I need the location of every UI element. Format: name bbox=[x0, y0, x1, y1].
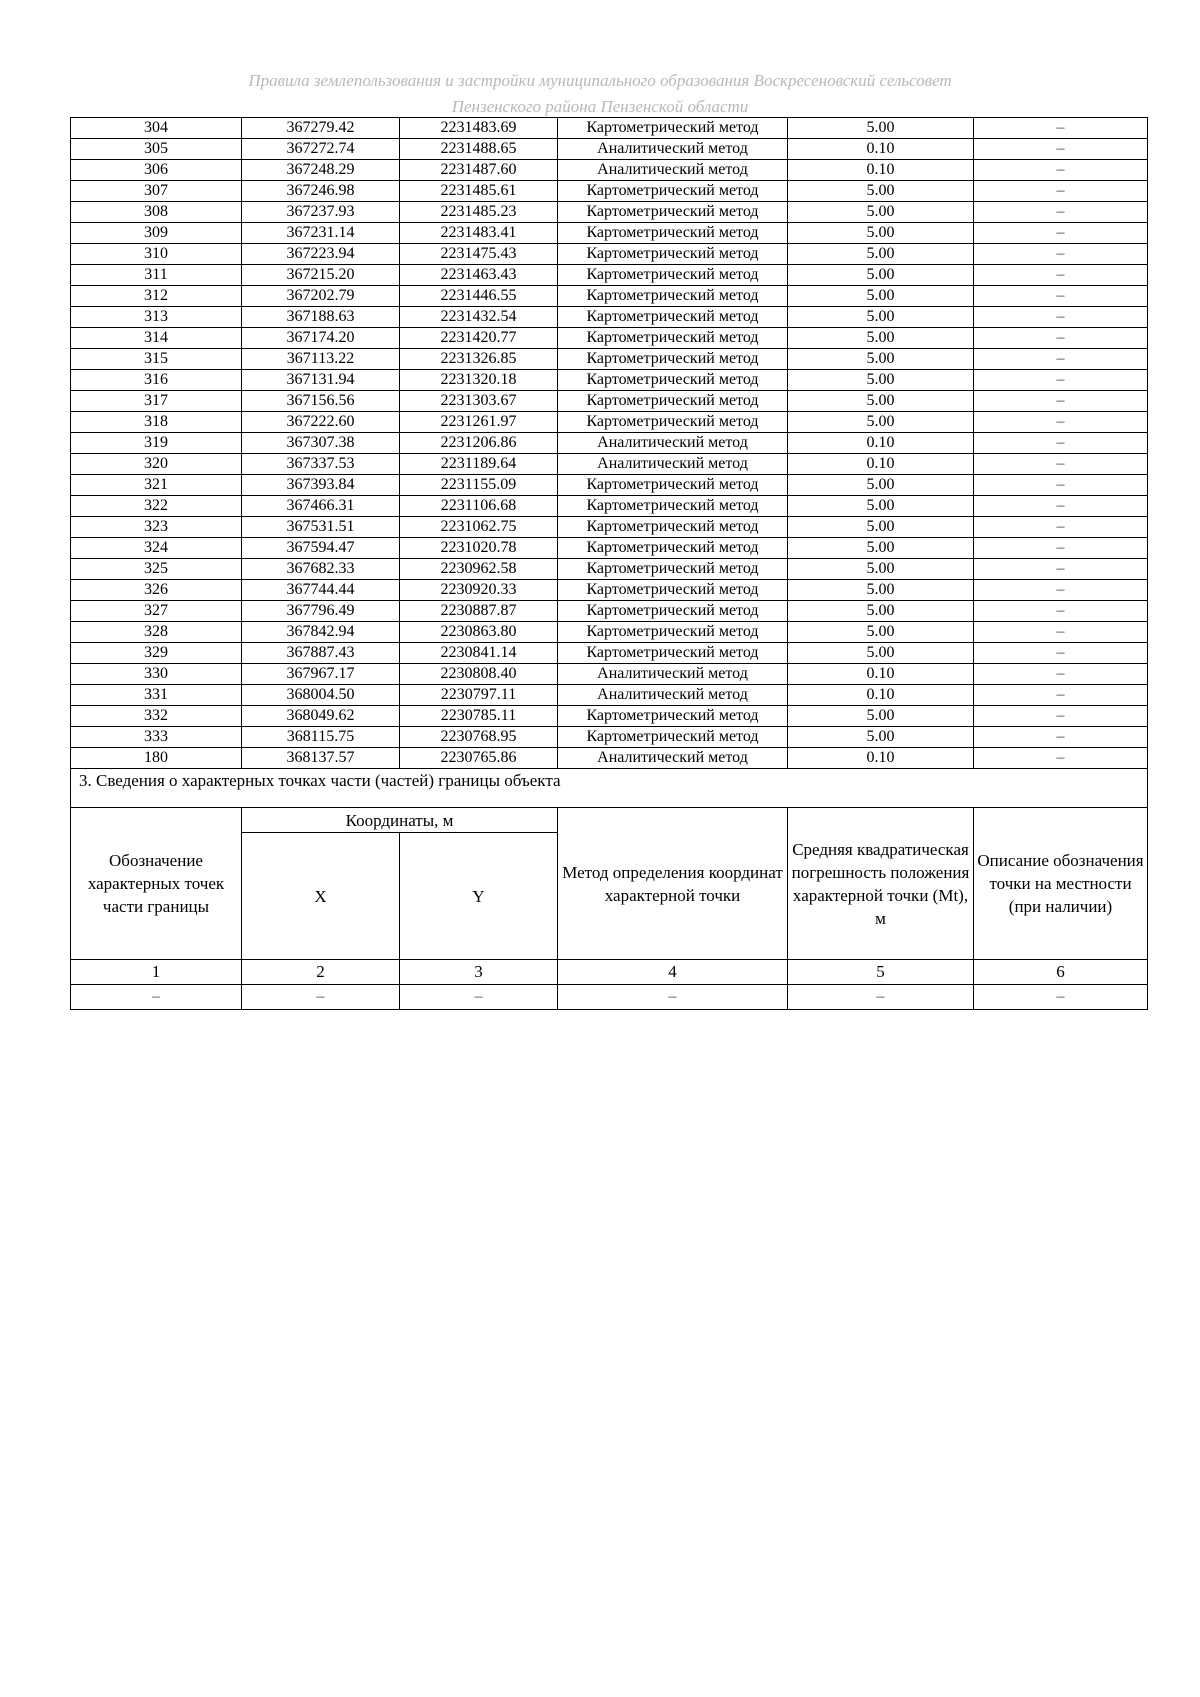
error-cell: 5.00 bbox=[788, 412, 974, 433]
point-id-cell: 329 bbox=[71, 643, 242, 664]
table-row bbox=[71, 622, 1148, 643]
point-id-cell: 312 bbox=[71, 286, 242, 307]
page-header bbox=[0, 68, 1200, 120]
x-coordinate-cell: 367131.94 bbox=[242, 370, 400, 391]
x-coordinate-cell: 368049.62 bbox=[242, 706, 400, 727]
table-row bbox=[71, 118, 1148, 139]
method-cell: Картометрический метод bbox=[558, 328, 788, 349]
description-cell: – bbox=[974, 643, 1148, 664]
point-id-cell: 332 bbox=[71, 706, 242, 727]
description-cell: – bbox=[974, 202, 1148, 223]
empty-cell: – bbox=[242, 985, 400, 1010]
method-cell: Аналитический метод bbox=[558, 685, 788, 706]
table-row bbox=[71, 706, 1148, 727]
description-cell: – bbox=[974, 580, 1148, 601]
point-id-cell: 310 bbox=[71, 244, 242, 265]
y-coordinate-cell: 2230841.14 bbox=[400, 643, 558, 664]
column-number: 6 bbox=[974, 960, 1148, 985]
method-cell: Аналитический метод bbox=[558, 139, 788, 160]
error-cell: 5.00 bbox=[788, 496, 974, 517]
y-coordinate-cell: 2230765.86 bbox=[400, 748, 558, 769]
empty-row bbox=[71, 985, 1148, 1010]
table-row bbox=[71, 265, 1148, 286]
point-id-cell: 319 bbox=[71, 433, 242, 454]
table-row bbox=[71, 307, 1148, 328]
y-coordinate-cell: 2231020.78 bbox=[400, 538, 558, 559]
description-cell: – bbox=[974, 265, 1148, 286]
table-row bbox=[71, 538, 1148, 559]
x-coordinate-cell: 367466.31 bbox=[242, 496, 400, 517]
method-cell: Картометрический метод bbox=[558, 727, 788, 748]
table-row bbox=[71, 286, 1148, 307]
error-cell: 5.00 bbox=[788, 118, 974, 139]
section-3 bbox=[71, 769, 1148, 1010]
x-coordinate-cell: 368115.75 bbox=[242, 727, 400, 748]
table-row bbox=[71, 748, 1148, 769]
y-coordinate-cell: 2231206.86 bbox=[400, 433, 558, 454]
error-cell: 5.00 bbox=[788, 517, 974, 538]
header-method: Метод определения координат характерной точки bbox=[558, 808, 788, 960]
description-cell: – bbox=[974, 370, 1148, 391]
error-cell: 5.00 bbox=[788, 727, 974, 748]
y-coordinate-cell: 2230920.33 bbox=[400, 580, 558, 601]
table-row bbox=[71, 475, 1148, 496]
x-coordinate-cell: 367202.79 bbox=[242, 286, 400, 307]
y-coordinate-cell: 2230962.58 bbox=[400, 559, 558, 580]
y-coordinate-cell: 2231488.65 bbox=[400, 139, 558, 160]
header-designation: Обозначение характерных точек части границы bbox=[71, 808, 242, 960]
header-x: X bbox=[242, 833, 400, 960]
description-cell: – bbox=[974, 118, 1148, 139]
y-coordinate-cell: 2231155.09 bbox=[400, 475, 558, 496]
method-cell: Аналитический метод bbox=[558, 160, 788, 181]
point-id-cell: 306 bbox=[71, 160, 242, 181]
empty-cell: – bbox=[788, 985, 974, 1010]
error-cell: 5.00 bbox=[788, 286, 974, 307]
method-cell: Картометрический метод bbox=[558, 538, 788, 559]
page-header-line-1: Правила землепользования и застройки муниципального образования Воскресеновский сельсовет bbox=[248, 71, 952, 90]
column-numbers-row bbox=[71, 960, 1148, 985]
point-id-cell: 317 bbox=[71, 391, 242, 412]
error-cell: 0.10 bbox=[788, 139, 974, 160]
table-row bbox=[71, 496, 1148, 517]
header-error bbox=[788, 808, 974, 960]
error-cell: 5.00 bbox=[788, 643, 974, 664]
method-cell: Картометрический метод bbox=[558, 496, 788, 517]
error-cell: 5.00 bbox=[788, 559, 974, 580]
x-coordinate-cell: 368004.50 bbox=[242, 685, 400, 706]
error-cell: 5.00 bbox=[788, 475, 974, 496]
description-cell: – bbox=[974, 412, 1148, 433]
x-coordinate-cell: 367842.94 bbox=[242, 622, 400, 643]
method-cell: Картометрический метод bbox=[558, 622, 788, 643]
y-coordinate-cell: 2231326.85 bbox=[400, 349, 558, 370]
error-cell: 5.00 bbox=[788, 538, 974, 559]
method-cell: Картометрический метод bbox=[558, 559, 788, 580]
x-coordinate-cell: 367531.51 bbox=[242, 517, 400, 538]
point-id-cell: 322 bbox=[71, 496, 242, 517]
x-coordinate-cell: 367887.43 bbox=[242, 643, 400, 664]
x-coordinate-cell: 367337.53 bbox=[242, 454, 400, 475]
y-coordinate-cell: 2231487.60 bbox=[400, 160, 558, 181]
y-coordinate-cell: 2230863.80 bbox=[400, 622, 558, 643]
error-cell: 5.00 bbox=[788, 622, 974, 643]
coordinates-rows bbox=[71, 118, 1148, 769]
column-number: 2 bbox=[242, 960, 400, 985]
table-row bbox=[71, 433, 1148, 454]
column-number: 5 bbox=[788, 960, 974, 985]
table-row bbox=[71, 559, 1148, 580]
column-number: 4 bbox=[558, 960, 788, 985]
empty-cell: – bbox=[71, 985, 242, 1010]
y-coordinate-cell: 2231485.61 bbox=[400, 181, 558, 202]
error-cell: 5.00 bbox=[788, 706, 974, 727]
description-cell: – bbox=[974, 181, 1148, 202]
method-cell: Картометрический метод bbox=[558, 349, 788, 370]
x-coordinate-cell: 367113.22 bbox=[242, 349, 400, 370]
error-cell: 0.10 bbox=[788, 454, 974, 475]
error-cell: 5.00 bbox=[788, 202, 974, 223]
x-coordinate-cell: 367223.94 bbox=[242, 244, 400, 265]
description-cell: – bbox=[974, 727, 1148, 748]
description-cell: – bbox=[974, 223, 1148, 244]
y-coordinate-cell: 2231483.69 bbox=[400, 118, 558, 139]
table-row bbox=[71, 328, 1148, 349]
description-cell: – bbox=[974, 748, 1148, 769]
column-number: 1 bbox=[71, 960, 242, 985]
method-cell: Картометрический метод bbox=[558, 643, 788, 664]
method-cell: Картометрический метод bbox=[558, 706, 788, 727]
error-cell: 5.00 bbox=[788, 601, 974, 622]
table-row bbox=[71, 181, 1148, 202]
table-row bbox=[71, 223, 1148, 244]
method-cell: Аналитический метод bbox=[558, 433, 788, 454]
x-coordinate-cell: 367215.20 bbox=[242, 265, 400, 286]
method-cell: Картометрический метод bbox=[558, 307, 788, 328]
x-coordinate-cell: 367156.56 bbox=[242, 391, 400, 412]
description-cell: – bbox=[974, 391, 1148, 412]
description-cell: – bbox=[974, 349, 1148, 370]
method-cell: Картометрический метод bbox=[558, 118, 788, 139]
point-id-cell: 314 bbox=[71, 328, 242, 349]
error-cell: 0.10 bbox=[788, 160, 974, 181]
x-coordinate-cell: 367796.49 bbox=[242, 601, 400, 622]
description-cell: – bbox=[974, 664, 1148, 685]
x-coordinate-cell: 367231.14 bbox=[242, 223, 400, 244]
method-cell: Картометрический метод bbox=[558, 370, 788, 391]
point-id-cell: 333 bbox=[71, 727, 242, 748]
y-coordinate-cell: 2231483.41 bbox=[400, 223, 558, 244]
point-id-cell: 324 bbox=[71, 538, 242, 559]
x-coordinate-cell: 367594.47 bbox=[242, 538, 400, 559]
method-cell: Картометрический метод bbox=[558, 580, 788, 601]
page-header-line-2: Пензенского района Пензенской области bbox=[451, 97, 749, 116]
x-coordinate-cell: 367967.17 bbox=[242, 664, 400, 685]
method-cell: Картометрический метод bbox=[558, 286, 788, 307]
header-y: Y bbox=[400, 833, 558, 960]
y-coordinate-cell: 2231420.77 bbox=[400, 328, 558, 349]
table-row bbox=[71, 685, 1148, 706]
method-cell: Картометрический метод bbox=[558, 181, 788, 202]
y-coordinate-cell: 2231320.18 bbox=[400, 370, 558, 391]
method-cell: Картометрический метод bbox=[558, 202, 788, 223]
empty-cell: – bbox=[974, 985, 1148, 1010]
error-cell: 5.00 bbox=[788, 265, 974, 286]
method-cell: Картометрический метод bbox=[558, 475, 788, 496]
table-row bbox=[71, 727, 1148, 748]
x-coordinate-cell: 367682.33 bbox=[242, 559, 400, 580]
header-description: Описание обозначения точки на местности (при наличии) bbox=[974, 808, 1148, 960]
description-cell: – bbox=[974, 286, 1148, 307]
description-cell: – bbox=[974, 244, 1148, 265]
header-coordinates: Координаты, м bbox=[242, 808, 558, 833]
point-id-cell: 307 bbox=[71, 181, 242, 202]
y-coordinate-cell: 2231303.67 bbox=[400, 391, 558, 412]
y-coordinate-cell: 2231261.97 bbox=[400, 412, 558, 433]
description-cell: – bbox=[974, 685, 1148, 706]
point-id-cell: 328 bbox=[71, 622, 242, 643]
point-id-cell: 308 bbox=[71, 202, 242, 223]
y-coordinate-cell: 2231485.23 bbox=[400, 202, 558, 223]
point-id-cell: 180 bbox=[71, 748, 242, 769]
y-coordinate-cell: 2231062.75 bbox=[400, 517, 558, 538]
header-error-text: Средняя квадратическая погрешность положения характерной точки (Mt), м bbox=[791, 839, 970, 928]
y-coordinate-cell: 2231189.64 bbox=[400, 454, 558, 475]
error-cell: 5.00 bbox=[788, 244, 974, 265]
point-id-cell: 315 bbox=[71, 349, 242, 370]
empty-cell: – bbox=[400, 985, 558, 1010]
method-cell: Аналитический метод bbox=[558, 664, 788, 685]
point-id-cell: 313 bbox=[71, 307, 242, 328]
error-cell: 0.10 bbox=[788, 664, 974, 685]
method-cell: Картометрический метод bbox=[558, 244, 788, 265]
description-cell: – bbox=[974, 538, 1148, 559]
y-coordinate-cell: 2230887.87 bbox=[400, 601, 558, 622]
x-coordinate-cell: 367307.38 bbox=[242, 433, 400, 454]
method-cell: Картометрический метод bbox=[558, 223, 788, 244]
table-row bbox=[71, 664, 1148, 685]
point-id-cell: 323 bbox=[71, 517, 242, 538]
table-row bbox=[71, 202, 1148, 223]
description-cell: – bbox=[974, 328, 1148, 349]
error-cell: 5.00 bbox=[788, 328, 974, 349]
method-cell: Картометрический метод bbox=[558, 391, 788, 412]
y-coordinate-cell: 2230785.11 bbox=[400, 706, 558, 727]
description-cell: – bbox=[974, 307, 1148, 328]
point-id-cell: 305 bbox=[71, 139, 242, 160]
table-row bbox=[71, 160, 1148, 181]
method-cell: Аналитический метод bbox=[558, 454, 788, 475]
method-cell: Картометрический метод bbox=[558, 601, 788, 622]
point-id-cell: 331 bbox=[71, 685, 242, 706]
method-cell: Аналитический метод bbox=[558, 748, 788, 769]
error-cell: 0.10 bbox=[788, 433, 974, 454]
description-cell: – bbox=[974, 454, 1148, 475]
point-id-cell: 327 bbox=[71, 601, 242, 622]
point-id-cell: 309 bbox=[71, 223, 242, 244]
table-row bbox=[71, 517, 1148, 538]
point-id-cell: 304 bbox=[71, 118, 242, 139]
table-row bbox=[71, 412, 1148, 433]
x-coordinate-cell: 367237.93 bbox=[242, 202, 400, 223]
y-coordinate-cell: 2231463.43 bbox=[400, 265, 558, 286]
table-row bbox=[71, 370, 1148, 391]
point-id-cell: 330 bbox=[71, 664, 242, 685]
x-coordinate-cell: 367272.74 bbox=[242, 139, 400, 160]
description-cell: – bbox=[974, 706, 1148, 727]
method-cell: Картометрический метод bbox=[558, 265, 788, 286]
x-coordinate-cell: 367248.29 bbox=[242, 160, 400, 181]
error-cell: 5.00 bbox=[788, 370, 974, 391]
x-coordinate-cell: 367188.63 bbox=[242, 307, 400, 328]
error-cell: 5.00 bbox=[788, 307, 974, 328]
y-coordinate-cell: 2231475.43 bbox=[400, 244, 558, 265]
x-coordinate-cell: 367279.42 bbox=[242, 118, 400, 139]
error-cell: 5.00 bbox=[788, 181, 974, 202]
point-id-cell: 320 bbox=[71, 454, 242, 475]
description-cell: – bbox=[974, 139, 1148, 160]
description-cell: – bbox=[974, 517, 1148, 538]
column-number: 3 bbox=[400, 960, 558, 985]
point-id-cell: 325 bbox=[71, 559, 242, 580]
error-cell: 5.00 bbox=[788, 580, 974, 601]
y-coordinate-cell: 2231432.54 bbox=[400, 307, 558, 328]
error-cell: 5.00 bbox=[788, 223, 974, 244]
description-cell: – bbox=[974, 433, 1148, 454]
x-coordinate-cell: 367393.84 bbox=[242, 475, 400, 496]
description-cell: – bbox=[974, 475, 1148, 496]
description-cell: – bbox=[974, 559, 1148, 580]
point-id-cell: 318 bbox=[71, 412, 242, 433]
error-cell: 5.00 bbox=[788, 391, 974, 412]
description-cell: – bbox=[974, 496, 1148, 517]
description-cell: – bbox=[974, 160, 1148, 181]
table-row bbox=[71, 580, 1148, 601]
y-coordinate-cell: 2230797.11 bbox=[400, 685, 558, 706]
point-id-cell: 316 bbox=[71, 370, 242, 391]
table-row bbox=[71, 454, 1148, 475]
point-id-cell: 311 bbox=[71, 265, 242, 286]
point-id-cell: 326 bbox=[71, 580, 242, 601]
x-coordinate-cell: 367222.60 bbox=[242, 412, 400, 433]
table-row bbox=[71, 349, 1148, 370]
method-cell: Картометрический метод bbox=[558, 517, 788, 538]
y-coordinate-cell: 2231106.68 bbox=[400, 496, 558, 517]
empty-cell: – bbox=[558, 985, 788, 1010]
point-id-cell: 321 bbox=[71, 475, 242, 496]
table-row bbox=[71, 139, 1148, 160]
section-3-title: 3. Сведения о характерных точках части (частей) границы объекта bbox=[71, 769, 1148, 808]
method-cell: Картометрический метод bbox=[558, 412, 788, 433]
table-row bbox=[71, 244, 1148, 265]
description-cell: – bbox=[974, 601, 1148, 622]
x-coordinate-cell: 368137.57 bbox=[242, 748, 400, 769]
table-row bbox=[71, 643, 1148, 664]
table-row bbox=[71, 601, 1148, 622]
x-coordinate-cell: 367744.44 bbox=[242, 580, 400, 601]
error-cell: 0.10 bbox=[788, 685, 974, 706]
x-coordinate-cell: 367174.20 bbox=[242, 328, 400, 349]
error-cell: 0.10 bbox=[788, 748, 974, 769]
x-coordinate-cell: 367246.98 bbox=[242, 181, 400, 202]
table-row bbox=[71, 391, 1148, 412]
y-coordinate-cell: 2230768.95 bbox=[400, 727, 558, 748]
y-coordinate-cell: 2230808.40 bbox=[400, 664, 558, 685]
coordinates-table bbox=[70, 117, 1148, 1010]
error-cell: 5.00 bbox=[788, 349, 974, 370]
y-coordinate-cell: 2231446.55 bbox=[400, 286, 558, 307]
description-cell: – bbox=[974, 622, 1148, 643]
